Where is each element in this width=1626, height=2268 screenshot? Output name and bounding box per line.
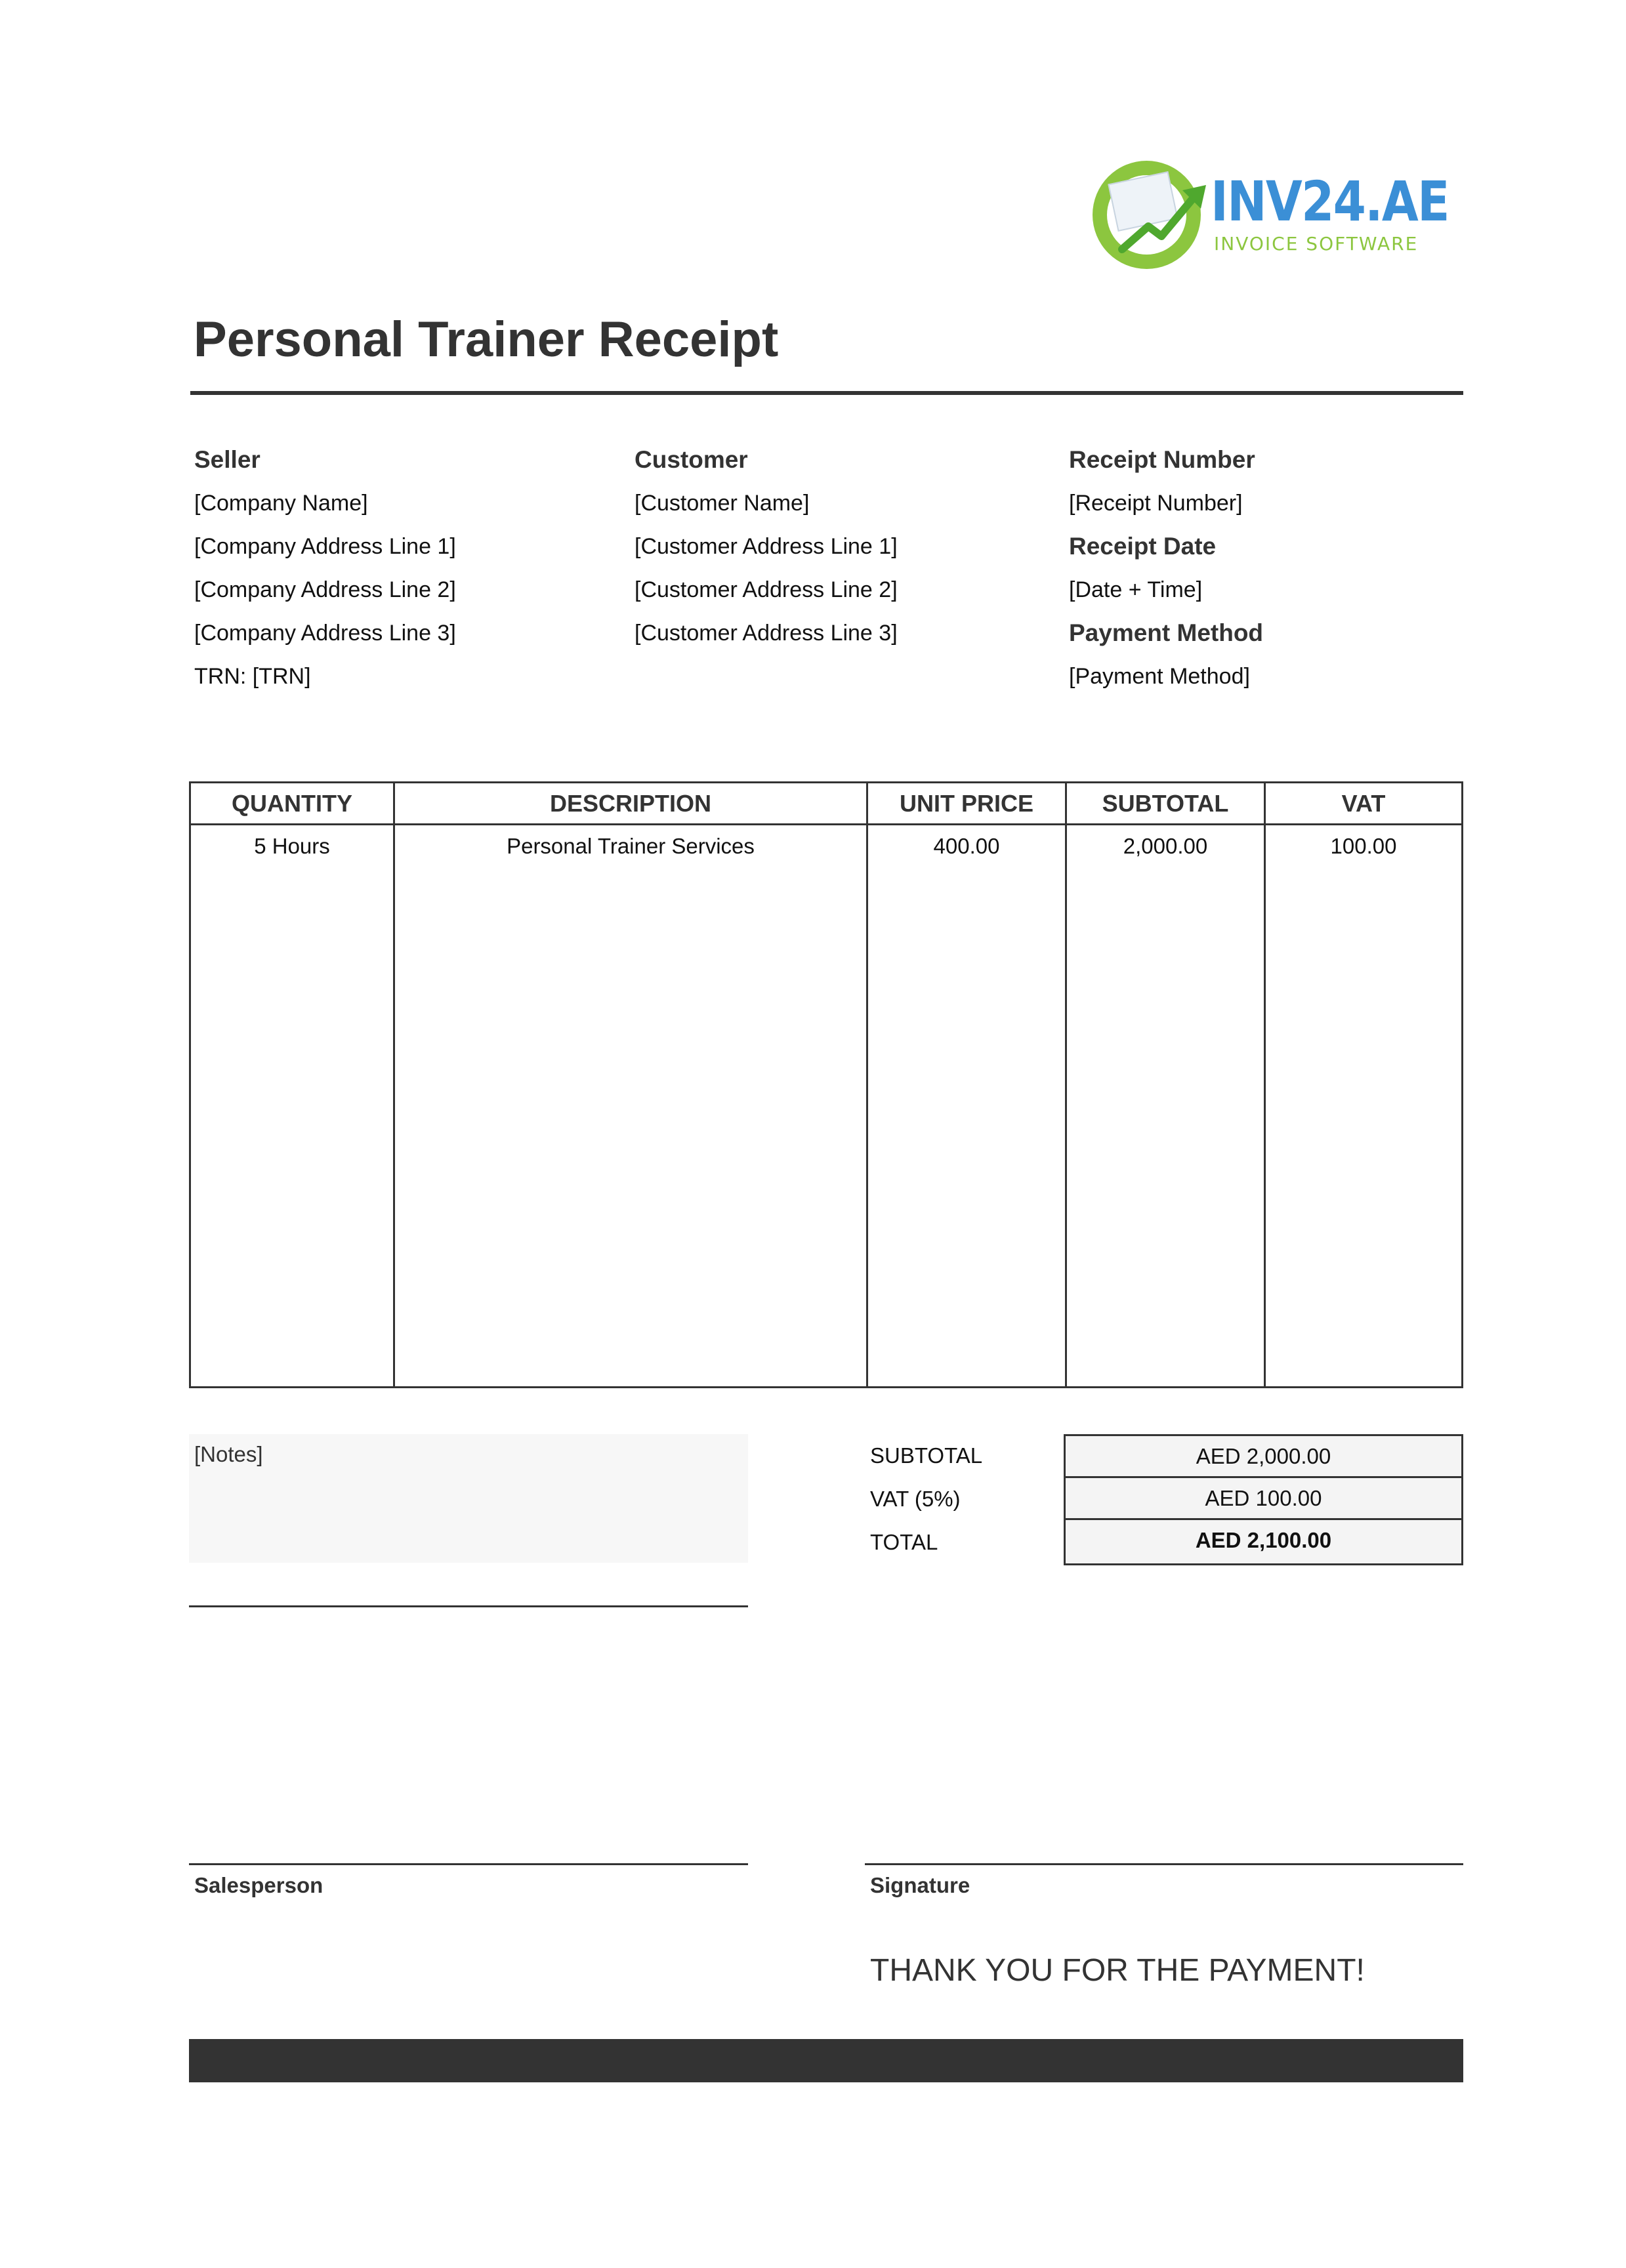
seller-trn: TRN: [TRN]	[194, 664, 311, 689]
salesperson-label: Salesperson	[194, 1873, 323, 1897]
subtotal-header: SUBTOTAL	[1067, 783, 1264, 825]
item-subtotal: 2,000.00	[1123, 834, 1208, 858]
item-description: Personal Trainer Services	[507, 834, 755, 858]
vat-header: VAT	[1266, 783, 1461, 825]
seller-heading: Seller	[194, 446, 261, 473]
subtotal-value: AED 2,000.00	[1066, 1436, 1461, 1478]
receipt-number-label: Receipt Number	[1069, 446, 1255, 473]
logo-name: INV24.AE	[1211, 169, 1449, 234]
logo-tagline: INVOICE SOFTWARE	[1214, 233, 1419, 255]
thank-you-message: THANK YOU FOR THE PAYMENT!	[870, 1953, 1365, 1988]
receipt-info-section	[1069, 438, 1263, 698]
items-table	[189, 781, 1463, 1388]
customer-address-line-1: [Customer Address Line 1]	[635, 534, 898, 559]
vat-value: AED 100.00	[1066, 1478, 1461, 1520]
subtotal-column	[1067, 783, 1266, 1386]
totals-box	[1064, 1434, 1463, 1565]
description-header: DESCRIPTION	[395, 783, 866, 825]
description-column	[395, 783, 868, 1386]
title-divider	[190, 391, 1463, 395]
rising-arrow-icon	[1109, 171, 1214, 262]
customer-address-line-2: [Customer Address Line 2]	[635, 577, 898, 602]
notes-field[interactable]: [Notes]	[189, 1434, 748, 1563]
vat-column	[1266, 783, 1461, 1386]
seller-section	[194, 438, 456, 698]
receipt-date: [Date + Time]	[1069, 577, 1203, 602]
subtotal-label: SUBTOTAL	[870, 1443, 983, 1468]
total-value: AED 2,100.00	[1066, 1520, 1461, 1563]
unit-price-header: UNIT PRICE	[868, 783, 1065, 825]
seller-address-line-3: [Company Address Line 3]	[194, 621, 456, 646]
payment-method: [Payment Method]	[1069, 664, 1250, 689]
item-quantity: 5 Hours	[254, 834, 330, 858]
company-logo	[1093, 161, 1449, 272]
customer-address-line-3: [Customer Address Line 3]	[635, 621, 898, 646]
item-unit-price: 400.00	[933, 834, 1000, 858]
receipt-number: [Receipt Number]	[1069, 491, 1243, 516]
receipt-date-label: Receipt Date	[1069, 533, 1217, 560]
seller-address-line-1: [Company Address Line 1]	[194, 534, 456, 559]
quantity-header: QUANTITY	[191, 783, 393, 825]
item-vat: 100.00	[1330, 834, 1397, 858]
quantity-column	[191, 783, 395, 1386]
unit-price-column	[868, 783, 1067, 1386]
customer-name: [Customer Name]	[635, 491, 810, 516]
seller-company-name: [Company Name]	[194, 491, 368, 516]
vat-label: VAT (5%)	[870, 1487, 961, 1511]
signature-line	[865, 1863, 1463, 1865]
salesperson-line	[189, 1863, 748, 1865]
signature-label: Signature	[870, 1873, 970, 1897]
customer-heading: Customer	[635, 446, 748, 473]
payment-method-label: Payment Method	[1069, 619, 1264, 646]
notes-divider	[189, 1605, 748, 1607]
page-title: Personal Trainer Receipt	[194, 312, 779, 367]
customer-section	[635, 438, 898, 655]
footer-bar	[189, 2039, 1463, 2082]
seller-address-line-2: [Company Address Line 2]	[194, 577, 456, 602]
total-label: TOTAL	[870, 1530, 938, 1554]
